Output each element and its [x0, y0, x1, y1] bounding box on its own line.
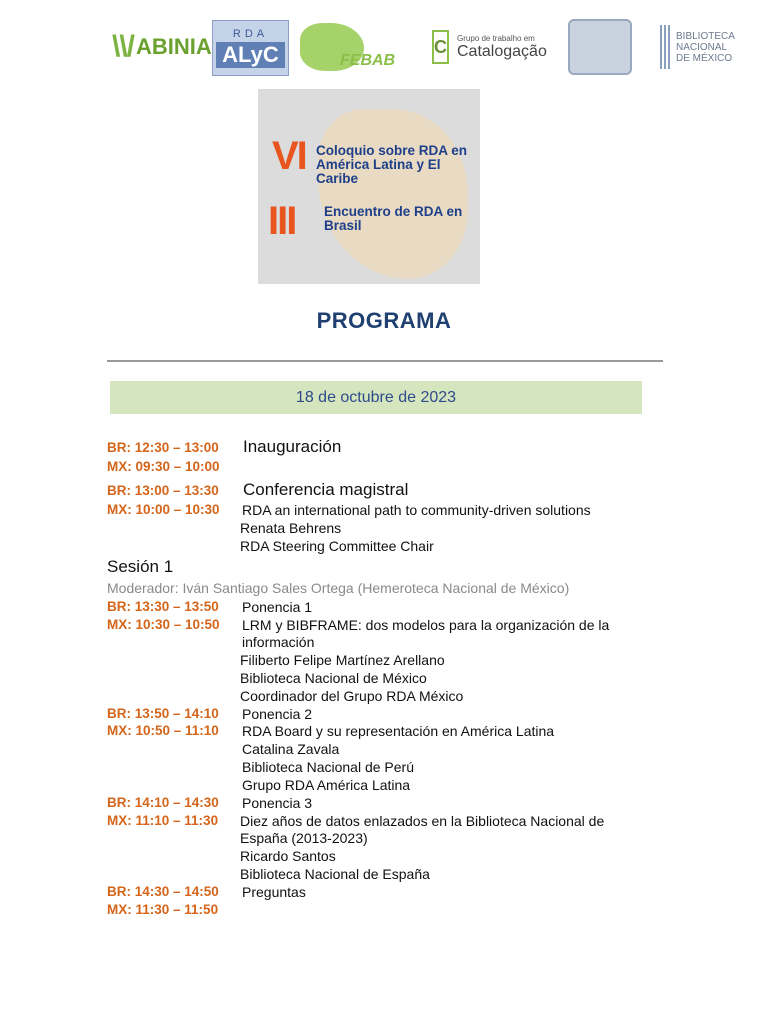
poster-number-vi: VI: [272, 134, 306, 178]
p1-label: Ponencia 1: [242, 599, 313, 615]
p2-institution: Biblioteca Nacional de Perú: [242, 759, 414, 775]
p2-label: Ponencia 2: [242, 706, 313, 722]
keynote-label: Conferencia magistral: [243, 480, 409, 499]
rda-logo-bottom: ALyC: [216, 42, 285, 68]
gt-logo-small: Grupo de trabalho em: [457, 33, 535, 43]
bnm-logo-line2: NACIONAL: [676, 41, 728, 53]
bnm-bars-icon: [660, 25, 670, 69]
p3-label: Ponencia 3: [242, 795, 313, 811]
unam-seal-icon: [568, 19, 632, 75]
abinia-logo: [112, 18, 212, 76]
q-label: Preguntas: [242, 884, 306, 900]
p1-title-line2: información: [242, 634, 315, 650]
keynote-mx-time: MX: 10:00 – 10:30: [107, 502, 220, 517]
keynote-title: RDA an international path to community-driven solutions: [242, 502, 591, 518]
keynote-br-time: BR: 13:00 – 13:30: [107, 483, 219, 498]
logo-bar: [0, 18, 768, 80]
p1-institution: Biblioteca Nacional de México: [240, 670, 427, 686]
q-mx-time: MX: 11:30 – 11:50: [107, 902, 219, 917]
abinia-leaf-icon: \\/: [112, 30, 135, 63]
moderator: Moderador: Iván Santiago Sales Ortega (Hemeroteca Nacional de México): [107, 580, 570, 596]
inaug-label: Inauguración: [243, 437, 342, 456]
latin-america-map-icon: [318, 109, 468, 279]
q-br-time: BR: 14:30 – 14:50: [107, 884, 219, 899]
rda-alyc-logo: [212, 20, 289, 76]
keynote-role: RDA Steering Committee Chair: [240, 538, 434, 554]
inaug-mx-time: MX: 09:30 – 10:00: [107, 459, 220, 474]
p2-title: RDA Board y su representación en América Latina: [242, 723, 555, 739]
p2-role: Grupo RDA América Latina: [242, 777, 411, 793]
poster-number-iii: III: [268, 199, 296, 243]
p3-speaker: Ricardo Santos: [240, 848, 336, 864]
p3-mx-time: MX: 11:10 – 11:30: [107, 813, 219, 828]
divider: [107, 360, 663, 362]
p3-institution: Biblioteca Nacional de España: [240, 866, 430, 882]
p2-mx-time: MX: 10:50 – 11:10: [107, 723, 219, 738]
febab-logo-text: FEBAB: [340, 52, 396, 69]
abinia-logo-text: ABINIA: [136, 34, 212, 59]
inaug-br-time: BR: 12:30 – 13:00: [107, 440, 219, 455]
session-title: Sesión 1: [107, 557, 174, 576]
p1-mx-time: MX: 10:30 – 10:50: [107, 617, 220, 632]
page-title: PROGRAMA: [316, 308, 452, 333]
poster-text-coloquio: Coloquio sobre RDA en América Latina y El Caribe: [316, 143, 467, 186]
p1-title-line1: LRM y BIBFRAME: dos modelos para la organización de la: [242, 617, 610, 633]
keynote-speaker: Renata Behrens: [240, 520, 342, 536]
gt-logo-big: Catalogação: [457, 42, 547, 60]
p1-br-time: BR: 13:30 – 13:50: [107, 599, 219, 614]
event-poster: [258, 89, 480, 284]
gt-catalogacao-logo: [432, 18, 547, 76]
rda-logo-top: RDA: [232, 28, 269, 40]
date-banner: 18 de octubre de 2023: [110, 381, 642, 414]
bnm-logo-line3: DE MÉXICO: [676, 52, 733, 64]
p1-speaker: Filiberto Felipe Martínez Arellano: [240, 652, 445, 668]
p3-title-line2: España (2013-2023): [240, 830, 368, 846]
bnm-logo-line1: BIBLIOTECA: [676, 30, 735, 42]
p2-br-time: BR: 13:50 – 14:10: [107, 706, 219, 721]
p1-role: Coordinador del Grupo RDA México: [240, 688, 464, 704]
unam-logo: [568, 18, 632, 76]
p3-br-time: BR: 14:10 – 14:30: [107, 795, 219, 810]
p2-speaker: Catalina Zavala: [242, 741, 340, 757]
bnm-logo: [660, 18, 750, 76]
p3-title-line1: Diez años de datos enlazados en la Biblioteca Nacional de: [240, 813, 605, 829]
poster-text-encuentro: Encuentro de RDA en Brasil: [324, 204, 463, 233]
febab-logo: [300, 18, 410, 76]
bracket-c-icon: C: [432, 30, 449, 64]
